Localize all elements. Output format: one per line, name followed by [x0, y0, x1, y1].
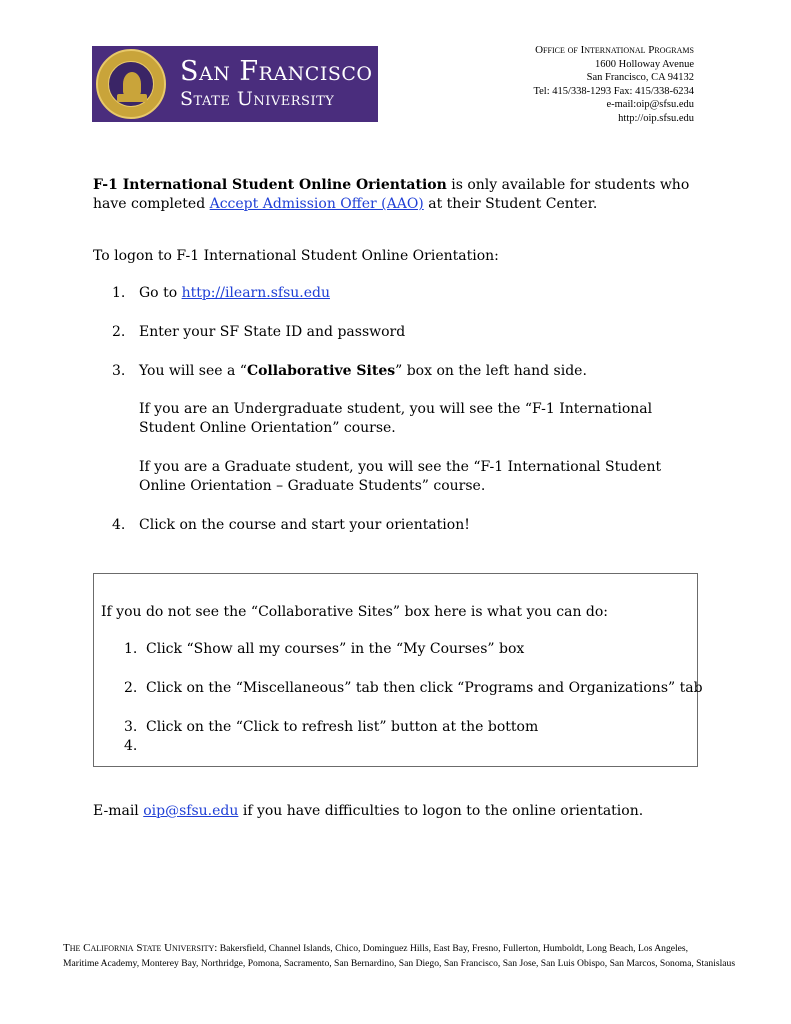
troubleshooting-item: 1. Click “Show all my courses” in the “My Courses” box — [124, 641, 525, 657]
troubleshooting-item: 4. — [124, 738, 138, 754]
address-email: e-mail:oip@sfsu.edu — [606, 99, 694, 110]
sfsu-logo — [92, 46, 378, 122]
contact-email-line: E-mail oip@sfsu.edu if you have difficulties to logon to the online orientation. — [93, 803, 644, 819]
address-city: San Francisco, CA 94132 — [586, 72, 694, 83]
footer-line-1: The California State University: Bakersfield, Channel Islands, Chico, Dominguez Hills, East Bay, Fresno, Fullerton, Humboldt, Long Beach, Los Angeles, — [63, 942, 689, 954]
aao-link[interactable]: Accept Admission Offer (AAO) — [209, 196, 424, 212]
troubleshooting-box — [93, 573, 703, 767]
troubleshooting-item: 2. Click on the “Miscellaneous” tab then click “Programs and Organizations” tab — [124, 680, 703, 696]
graduate-note: If you are a Graduate student, you will see the “F-1 International Student Online Orientation – Graduate Students” course. — [139, 459, 662, 494]
intro-paragraph: F-1 International Student Online Orientation is only available for students who have completed Accept Admission Offer (AAO) at their Student Center. — [93, 177, 690, 212]
logon-instructions-heading: To logon to F-1 International Student Online Orientation: — [93, 248, 499, 264]
step-2: 2. Enter your SF State ID and password — [112, 324, 406, 340]
address-street: 1600 Holloway Avenue — [595, 58, 694, 70]
address-phone: Tel: 415/338-1293 Fax: 415/338-6234 — [533, 85, 694, 97]
office-address — [533, 44, 694, 125]
logo-text-line2: State University — [180, 88, 335, 110]
university-seal-icon — [96, 49, 166, 119]
ilearn-link[interactable]: http://ilearn.sfsu.edu — [181, 285, 330, 301]
office-name: Office of International Programs — [535, 44, 694, 56]
address-web: http://oip.sfsu.edu — [618, 112, 694, 124]
footer-line-2: Maritime Academy, Monterey Bay, Northridge, Pomona, Sacramento, San Bernardino, San Diego, San Francisco, San Jose, San Luis Obispo, San Marcos, Sonoma, Stanislaus — [63, 958, 736, 969]
step-1: 1. Go to http://ilearn.sfsu.edu — [112, 285, 330, 301]
troubleshooting-intro: If you do not see the “Collaborative Sites” box here is what you can do: — [101, 604, 609, 620]
oip-email-link[interactable]: oip@sfsu.edu — [143, 803, 239, 819]
undergraduate-note: If you are an Undergraduate student, you will see the “F-1 International Student Online Orientation” course. — [139, 401, 653, 436]
step-3: 3. You will see a “Collaborative Sites” box on the left hand side. — [112, 363, 587, 379]
troubleshooting-item: 3. Click on the “Click to refresh list” button at the bottom — [124, 719, 539, 735]
csu-campuses-footer — [63, 941, 736, 971]
logo-text-line1: San Francisco — [180, 56, 373, 87]
step-4: 4. Click on the course and start your orientation! — [112, 517, 470, 533]
orientation-title: F-1 International Student Online Orientation — [93, 177, 447, 193]
